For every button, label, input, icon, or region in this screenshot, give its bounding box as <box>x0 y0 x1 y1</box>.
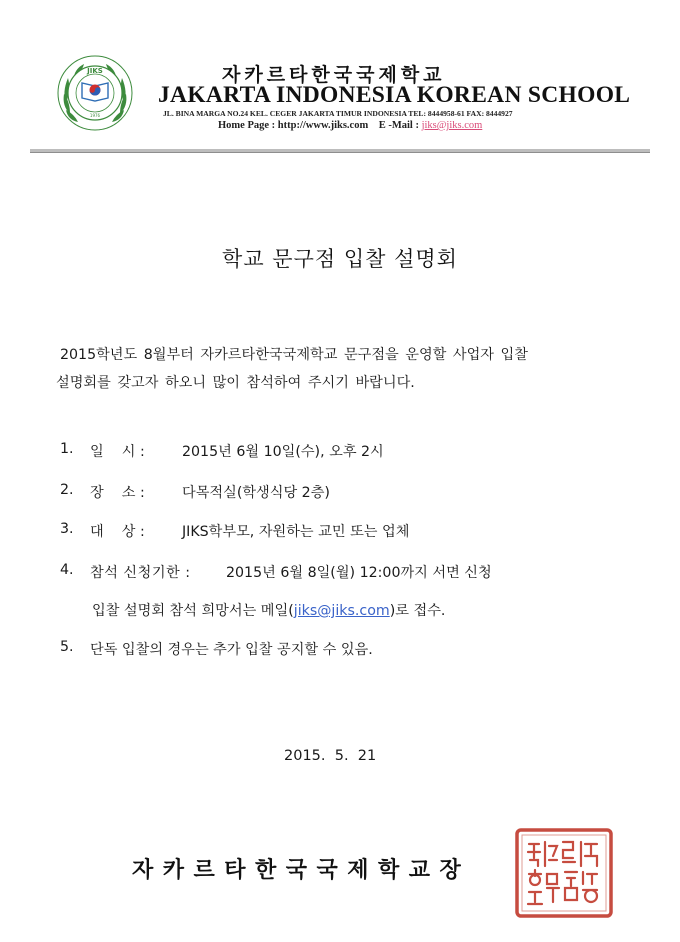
school-address: JL. BINA MARGA NO.24 KEL. CEGER JAKARTA TIMUR INDONESIA TEL: 8444958-61 FAX: 8444927 <box>163 109 513 118</box>
email-link[interactable]: jiks@jiks.com <box>293 603 390 619</box>
logo-year: 1976 <box>89 113 101 118</box>
item-number: 4. <box>60 562 74 578</box>
intro-paragraph <box>56 341 636 397</box>
document-date: 2015. 5. 21 <box>284 748 377 764</box>
item-number: 5. <box>60 639 74 655</box>
item-value: 2015년 6월 10일(수), 오후 2시 <box>182 444 384 460</box>
school-logo-icon <box>56 54 134 132</box>
header-email-link[interactable]: jiks@jiks.com <box>421 120 483 131</box>
item-value: JIKS학부모, 자원하는 교민 또는 업체 <box>182 524 410 540</box>
note-text: 입찰 설명회 참석 희망서는 메일( <box>92 603 294 619</box>
official-seal-stamp-icon <box>513 826 615 920</box>
item-label: 참석 신청기한 : <box>90 565 191 581</box>
school-contact-line <box>218 120 638 131</box>
principal-signature-line: 자카르타한국국제학교장 <box>132 858 471 883</box>
item-number: 1. <box>60 441 74 457</box>
intro-line-2: 설명회를 갖고자 하오니 많이 참석하여 주시기 바랍니다. <box>56 375 415 391</box>
note-text-end: )로 접수. <box>389 603 446 619</box>
document-title: 학교 문구점 입찰 설명회 <box>222 247 458 271</box>
school-name-english: JAKARTA INDONESIA KOREAN SCHOOL <box>158 82 631 108</box>
intro-line-1: 2015학년도 8월부터 자카르타한국국제학교 문구점을 운영할 사업자 입찰 <box>60 347 528 363</box>
item-value: 다목적실(학생식당 2층) <box>182 485 330 501</box>
item-number: 2. <box>60 482 74 498</box>
school-name-korean: 자카르타한국국제학교 <box>222 64 446 86</box>
item-label: 장 소 : <box>90 485 145 501</box>
homepage-label: Home Page : http://www.jiks.com <box>218 120 369 131</box>
item-label: 대 상 : <box>90 524 145 540</box>
item4-note <box>92 600 445 620</box>
item-value: 2015년 6월 8일(월) 12:00까지 서면 신청 <box>226 565 492 581</box>
email-label: E -Mail : <box>378 120 419 131</box>
letterhead-divider <box>30 149 650 153</box>
item-number: 3. <box>60 521 74 537</box>
logo-abbreviation: JIKS <box>87 67 103 75</box>
item-label: 일 시 : <box>90 444 145 460</box>
item-label: 단독 입찰의 경우는 추가 입찰 공지할 수 있음. <box>90 642 373 658</box>
